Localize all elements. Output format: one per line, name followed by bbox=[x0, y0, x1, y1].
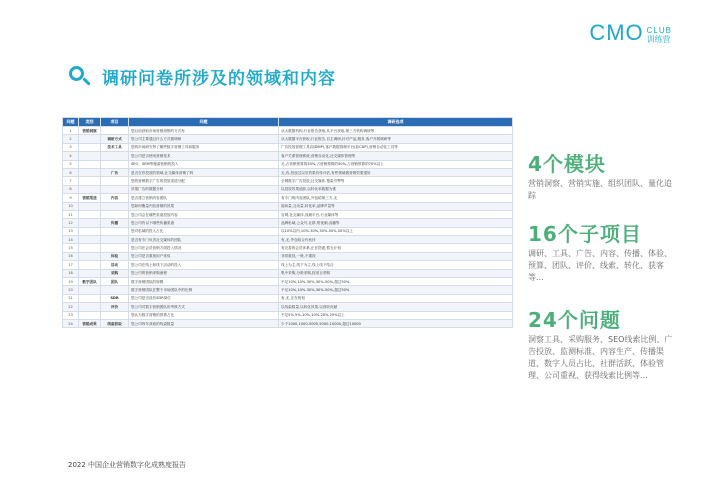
cell-category bbox=[79, 168, 101, 176]
cell-options: 不足10%,10%-30%,30%-50%,超过50% bbox=[279, 286, 513, 294]
table-row bbox=[63, 185, 513, 193]
table-row bbox=[63, 244, 513, 252]
cell-item bbox=[101, 177, 129, 185]
side-block-subprojects bbox=[528, 222, 678, 284]
cell-item: SDR bbox=[101, 294, 129, 302]
cell-category bbox=[79, 152, 101, 160]
table-row bbox=[63, 311, 513, 319]
cell-item bbox=[101, 311, 129, 319]
cell-options: 不足10%,10%-30%,30%-50%,超过50% bbox=[279, 278, 513, 286]
table-row bbox=[63, 236, 513, 244]
cell-question: 数字营销团队在整个市场团队中的比例 bbox=[129, 286, 279, 294]
cell-question: 您公司每年获取的线索数量 bbox=[129, 319, 279, 327]
cell-item bbox=[101, 160, 129, 168]
cell-no: 13 bbox=[63, 227, 79, 235]
cell-question: 您公司在会员营销方面投入情况 bbox=[129, 244, 279, 252]
table-row bbox=[63, 152, 513, 160]
table-row bbox=[63, 168, 513, 176]
cell-options: 线上为主,线下为主,线上线下结合 bbox=[279, 261, 513, 269]
cell-question: 您的市场研究每了哪些数字营销工具和服务 bbox=[129, 143, 279, 151]
table-row bbox=[63, 127, 513, 135]
cell-item: 采购 bbox=[101, 269, 129, 277]
cell-options: 无,占营销预算的30%,占营销预算的50%,占营销预算的70%以上 bbox=[279, 160, 513, 168]
cell-category bbox=[79, 286, 101, 294]
cell-no: 7 bbox=[63, 177, 79, 185]
cell-question: 您的营销数字广告的投放渠道分配 bbox=[129, 177, 279, 185]
cell-options: 阅读量,互动量,转化率,品牌声量等 bbox=[279, 202, 513, 210]
cell-no: 22 bbox=[63, 303, 79, 311]
cell-no: 18 bbox=[63, 269, 79, 277]
cell-item bbox=[101, 127, 129, 135]
header-question: 问题 bbox=[129, 118, 279, 127]
cell-item bbox=[101, 227, 129, 235]
cell-question: 您公司对数字营销团队的考核方式 bbox=[129, 303, 279, 311]
footer-report-title: 2022 中国企业营销数字化成熟度报告 bbox=[68, 461, 187, 469]
cell-category: 营销渠道 bbox=[79, 194, 101, 202]
cell-category bbox=[79, 311, 101, 319]
table-row bbox=[63, 194, 513, 202]
cell-item bbox=[101, 210, 129, 218]
cell-no: 8 bbox=[63, 185, 79, 193]
side-text-questions: 洞察工具、采购服务、SEO线索比例、广告投放、监测标准、内容生产、传播渠道、数字人员占比、社群活跃、体验管理、公司重视、获得线索比例等... bbox=[528, 335, 673, 380]
table-row bbox=[63, 210, 513, 218]
cell-no: 1 bbox=[63, 127, 79, 135]
cell-options: 从大数据机构,行业报告获取,从平台获取,第三方机构调研等 bbox=[279, 127, 513, 135]
side-heading-questions: 24个问题 bbox=[528, 308, 621, 332]
cell-no: 24 bbox=[63, 319, 79, 327]
logo-club-text: CLUB bbox=[646, 26, 672, 35]
cell-options: 以线索数量,以转化效果,以营收贡献 bbox=[279, 303, 513, 311]
header-options: 调研选项 bbox=[279, 118, 513, 127]
cell-options: 客户关系管理系统,营销自动化,社交媒体管理等 bbox=[279, 152, 513, 160]
cell-no: 23 bbox=[63, 311, 79, 319]
header-no: 问题 bbox=[63, 118, 79, 127]
table-row bbox=[63, 319, 513, 327]
cell-no: 10 bbox=[63, 202, 79, 210]
cell-options: 以10%以内,10%-30%,30%-50%,50%以上 bbox=[279, 227, 513, 235]
cell-no: 3 bbox=[63, 143, 79, 151]
cell-question: 您认为数字营销的预算占比 bbox=[129, 311, 279, 319]
cell-no: 2 bbox=[63, 135, 79, 143]
page-title-wrap bbox=[68, 64, 336, 89]
side-text-subprojects: 调研、工具、广告、内容、传播、体验、预算、团队、评价、线索、转化、获客等... bbox=[528, 249, 672, 282]
cell-question: 数字营销团队的规模 bbox=[129, 278, 279, 286]
cell-item: 技术工具 bbox=[101, 143, 129, 151]
side-heading-modules: 4个模块 bbox=[528, 152, 606, 176]
cell-no: 4 bbox=[63, 152, 79, 160]
cell-item: 线索获取 bbox=[101, 319, 129, 327]
cell-item: 广告 bbox=[101, 168, 129, 176]
cmo-club-logo bbox=[589, 22, 672, 44]
cell-category bbox=[79, 261, 101, 269]
cell-question: 您公司主要通过什么方式做调研 bbox=[129, 135, 279, 143]
cell-category: 营销洞察 bbox=[79, 127, 101, 135]
cell-category bbox=[79, 269, 101, 277]
cell-options: 集中采购,分散采购,按项目采购 bbox=[279, 269, 513, 277]
header-category: 类别 bbox=[79, 118, 101, 127]
table-row bbox=[63, 303, 513, 311]
cell-no: 9 bbox=[63, 194, 79, 202]
header-item: 项目 bbox=[101, 118, 129, 127]
cell-item bbox=[101, 202, 129, 210]
cell-no: 16 bbox=[63, 252, 79, 260]
cell-question: 您公司有以下哪些传播渠道 bbox=[129, 219, 279, 227]
cell-item: 体验 bbox=[101, 252, 129, 260]
cell-options: 非常重视,一般,不重视 bbox=[279, 252, 513, 260]
table-row bbox=[63, 269, 513, 277]
cell-item bbox=[101, 185, 129, 193]
cell-options: 以投放效果追踪,以转化率数据为准 bbox=[279, 185, 513, 193]
cell-category bbox=[79, 303, 101, 311]
cell-category bbox=[79, 185, 101, 193]
cell-no: 6 bbox=[63, 168, 79, 176]
cell-category: 数字团队 bbox=[79, 278, 101, 286]
cell-question: 是否建立营销内容团队 bbox=[129, 194, 279, 202]
table-row bbox=[63, 219, 513, 227]
cell-no: 21 bbox=[63, 294, 79, 302]
table-row bbox=[63, 286, 513, 294]
cell-options: 有,无,外包给合作伙伴 bbox=[279, 236, 513, 244]
cell-no: 17 bbox=[63, 261, 79, 269]
cell-question: 您公司的营销采购流程 bbox=[129, 269, 279, 277]
cell-category bbox=[79, 219, 101, 227]
cell-category bbox=[79, 294, 101, 302]
table-row bbox=[63, 261, 513, 269]
logo-main-text: CMO bbox=[589, 20, 644, 45]
cell-category bbox=[79, 177, 101, 185]
cell-options: 不足5%,5%-10%,10%-20%,20%以上 bbox=[279, 311, 513, 319]
cell-item: 评价 bbox=[101, 303, 129, 311]
cell-item bbox=[101, 286, 129, 294]
cell-category bbox=[79, 227, 101, 235]
table-row bbox=[63, 135, 513, 143]
cell-category bbox=[79, 236, 101, 244]
cell-options: 有完善的会员体系,正在搭建,暂无计划 bbox=[279, 244, 513, 252]
cell-item bbox=[101, 236, 129, 244]
table-row bbox=[63, 278, 513, 286]
cell-item bbox=[101, 152, 129, 160]
cell-question: 效果广告的数据分析 bbox=[129, 185, 279, 193]
cell-item: 调研方式 bbox=[101, 135, 129, 143]
cell-category bbox=[79, 210, 101, 218]
cell-no: 12 bbox=[63, 219, 79, 227]
cell-item: 活动 bbox=[101, 261, 129, 269]
cell-no: 11 bbox=[63, 210, 79, 218]
cell-question: 您公司在线上和线下活动的投入 bbox=[129, 261, 279, 269]
cell-options: 官网,社交媒体,视频平台,行业媒体等 bbox=[279, 210, 513, 218]
side-block-modules bbox=[528, 152, 678, 202]
cell-category bbox=[79, 244, 101, 252]
table-row bbox=[63, 177, 513, 185]
cell-options: 广告投放管理工具(如DMP),客户数据管理平台(如CDP),营销自动化工具等 bbox=[279, 143, 513, 151]
cell-options: 全网数字广告投放,社交媒体,搜索引擎等 bbox=[279, 177, 513, 185]
cell-category bbox=[79, 202, 101, 210]
cell-category bbox=[79, 135, 101, 143]
page-title: 调研问卷所涉及的领域和内容 bbox=[102, 69, 336, 89]
table-row bbox=[63, 143, 513, 151]
table-header-row bbox=[63, 118, 513, 127]
side-block-questions bbox=[528, 308, 678, 382]
search-icon bbox=[68, 65, 92, 89]
cell-no: 20 bbox=[63, 286, 79, 294]
cell-no: 14 bbox=[63, 236, 79, 244]
cell-category bbox=[79, 143, 101, 151]
cell-question: 您公司会在哪些渠道投放内容 bbox=[129, 210, 279, 218]
cell-item: 内容 bbox=[101, 194, 129, 202]
logo-sub-text: 训练营 bbox=[646, 35, 671, 44]
table-row bbox=[63, 202, 513, 210]
table-row bbox=[63, 227, 513, 235]
cell-category bbox=[79, 252, 101, 260]
cell-no: 5 bbox=[63, 160, 79, 168]
cell-item: 团队 bbox=[101, 278, 129, 286]
cell-options: 有,无,正在规划 bbox=[279, 294, 513, 302]
side-text-modules: 营销洞察、营销实施、组织团队、量化追踪 bbox=[528, 179, 672, 200]
cell-question: 您对私域的投入占比 bbox=[129, 227, 279, 235]
cell-item bbox=[101, 244, 129, 252]
cell-options: 有专门的内容团队,外包给第三方,无 bbox=[279, 194, 513, 202]
table-row bbox=[63, 252, 513, 260]
cell-options: 少于1000,1000-5000,5000-10000,超过10000 bbox=[279, 319, 513, 327]
cell-category: 营销成果 bbox=[79, 319, 101, 327]
cell-question: 您如何衡量内容营销的效果 bbox=[129, 202, 279, 210]
cell-question: 是否有专门负责社交媒体的团队 bbox=[129, 236, 279, 244]
cell-question: 您公司是否使用营销技术 bbox=[129, 152, 279, 160]
cell-no: 19 bbox=[63, 278, 79, 286]
cell-question: 是否在你投放的领域,社交媒体营销了吗 bbox=[129, 168, 279, 176]
table-row bbox=[63, 294, 513, 302]
cell-options: 从大数据平台获取,行业报告,自主调研,针对产品,服务,客户开展调研等 bbox=[279, 135, 513, 143]
survey-table bbox=[62, 117, 512, 328]
cell-options: 品牌私域,公众号,社群,短视频,直播等 bbox=[279, 219, 513, 227]
cell-options: 无,有,投放过以后效果有待评估,有些领域做营销效果很好 bbox=[279, 168, 513, 176]
cell-question: SEO、SEM等搜索营销的投入 bbox=[129, 160, 279, 168]
cell-question: 您目前获取市场营销洞察的方式有 bbox=[129, 127, 279, 135]
logo-right bbox=[647, 26, 672, 44]
cell-question: 您公司是否设有SDR岗位 bbox=[129, 294, 279, 302]
table-row bbox=[63, 160, 513, 168]
cell-item: 传播 bbox=[101, 219, 129, 227]
cell-question: 您公司是否重视用户体验 bbox=[129, 252, 279, 260]
cell-category bbox=[79, 160, 101, 168]
cell-no: 15 bbox=[63, 244, 79, 252]
table-body bbox=[63, 127, 513, 328]
side-heading-subprojects: 16个子项目 bbox=[528, 222, 642, 246]
